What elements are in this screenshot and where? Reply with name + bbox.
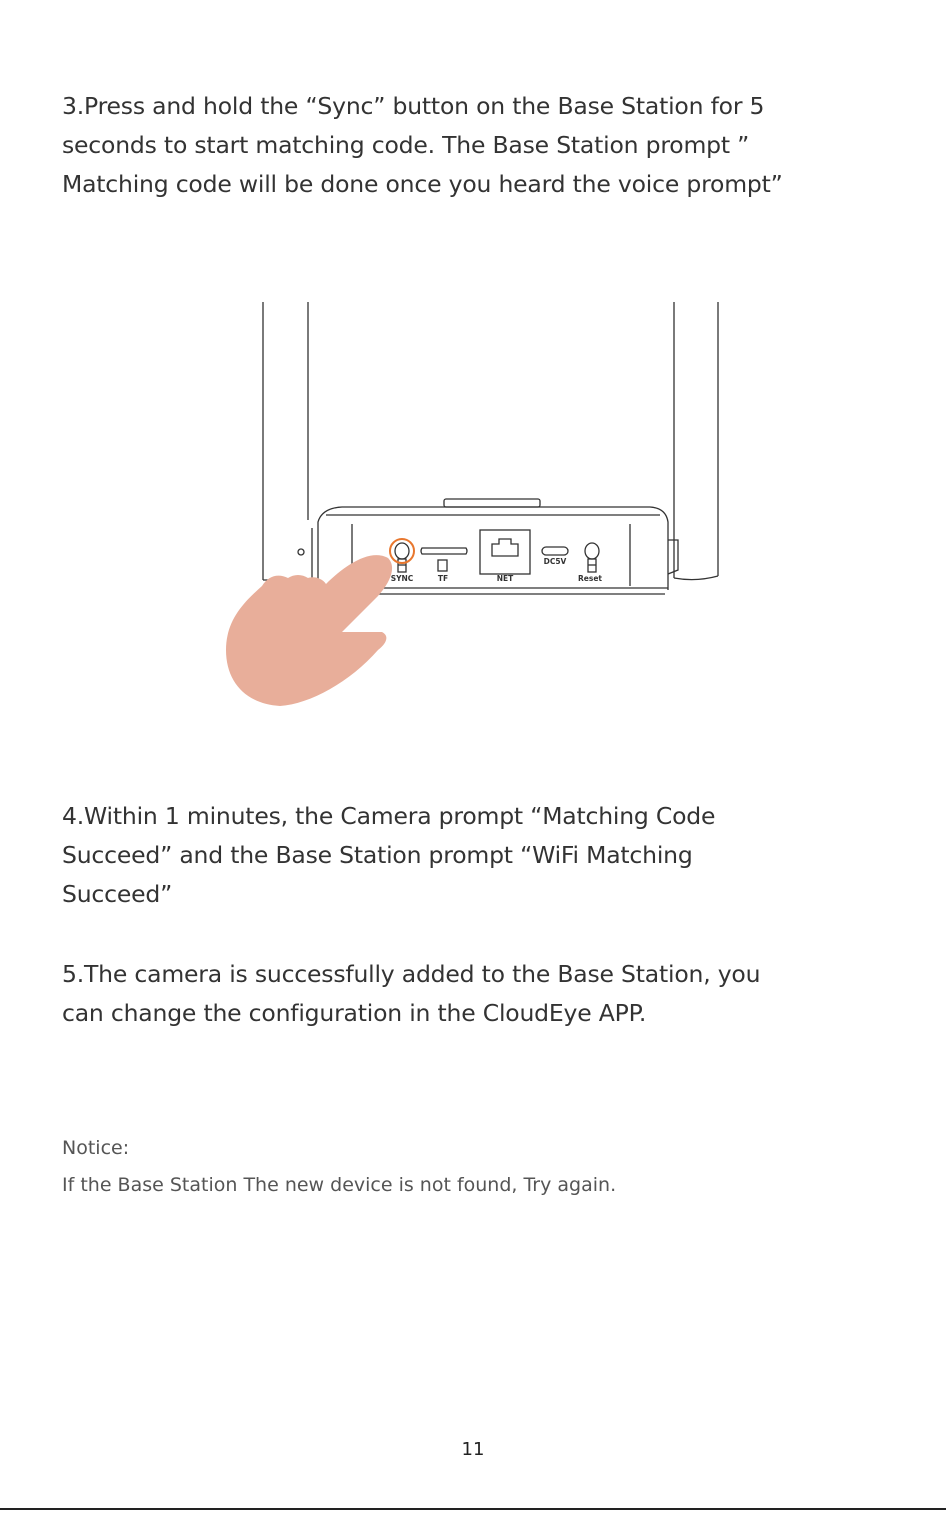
pointing-hand-icon: [226, 555, 392, 706]
tf-slot-icon: [421, 548, 467, 571]
base-station-sync-illustration: [210, 290, 730, 720]
dc-label: DC5V: [543, 557, 567, 566]
step-5-line-2: can change the configuration in the CloudEye APP.: [62, 999, 647, 1027]
step-5-line-1: 5.The camera is successfully added to the Base Station, you: [62, 960, 761, 988]
step-4-line-1: 4.Within 1 minutes, the Camera prompt “Matching Code: [62, 802, 716, 830]
net-port-icon: [480, 530, 530, 574]
net-label: NET: [496, 574, 514, 583]
step-5-instruction: [62, 955, 862, 1033]
bottom-rule: [0, 1508, 946, 1510]
step-3-instruction: [62, 87, 862, 204]
step-4-line-2: Succeed” and the Base Station prompt “WiFi Matching: [62, 841, 693, 869]
left-antenna: [263, 302, 308, 580]
reset-button-icon: [585, 543, 599, 572]
page-number: 11: [461, 1439, 485, 1460]
right-antenna: [674, 302, 718, 580]
notice-title: Notice:: [62, 1137, 130, 1159]
step-4-line-3: Succeed”: [62, 880, 173, 908]
reset-label: Reset: [578, 574, 602, 583]
tf-label: TF: [437, 574, 449, 583]
step-3-line-1: 3.Press and hold the “Sync” button on the Base Station for 5: [62, 92, 765, 120]
step-3-line-2: seconds to start matching code. The Base Station prompt ”: [62, 131, 750, 159]
step-3-line-3: Matching code will be done once you heard the voice prompt”: [62, 170, 783, 198]
dc-port-icon: [542, 547, 568, 555]
sync-label: SYNC: [390, 574, 414, 583]
step-4-instruction: [62, 797, 862, 914]
notice-text: If the Base Station The new device is not found, Try again.: [62, 1174, 617, 1196]
sync-button-icon: [395, 543, 409, 572]
